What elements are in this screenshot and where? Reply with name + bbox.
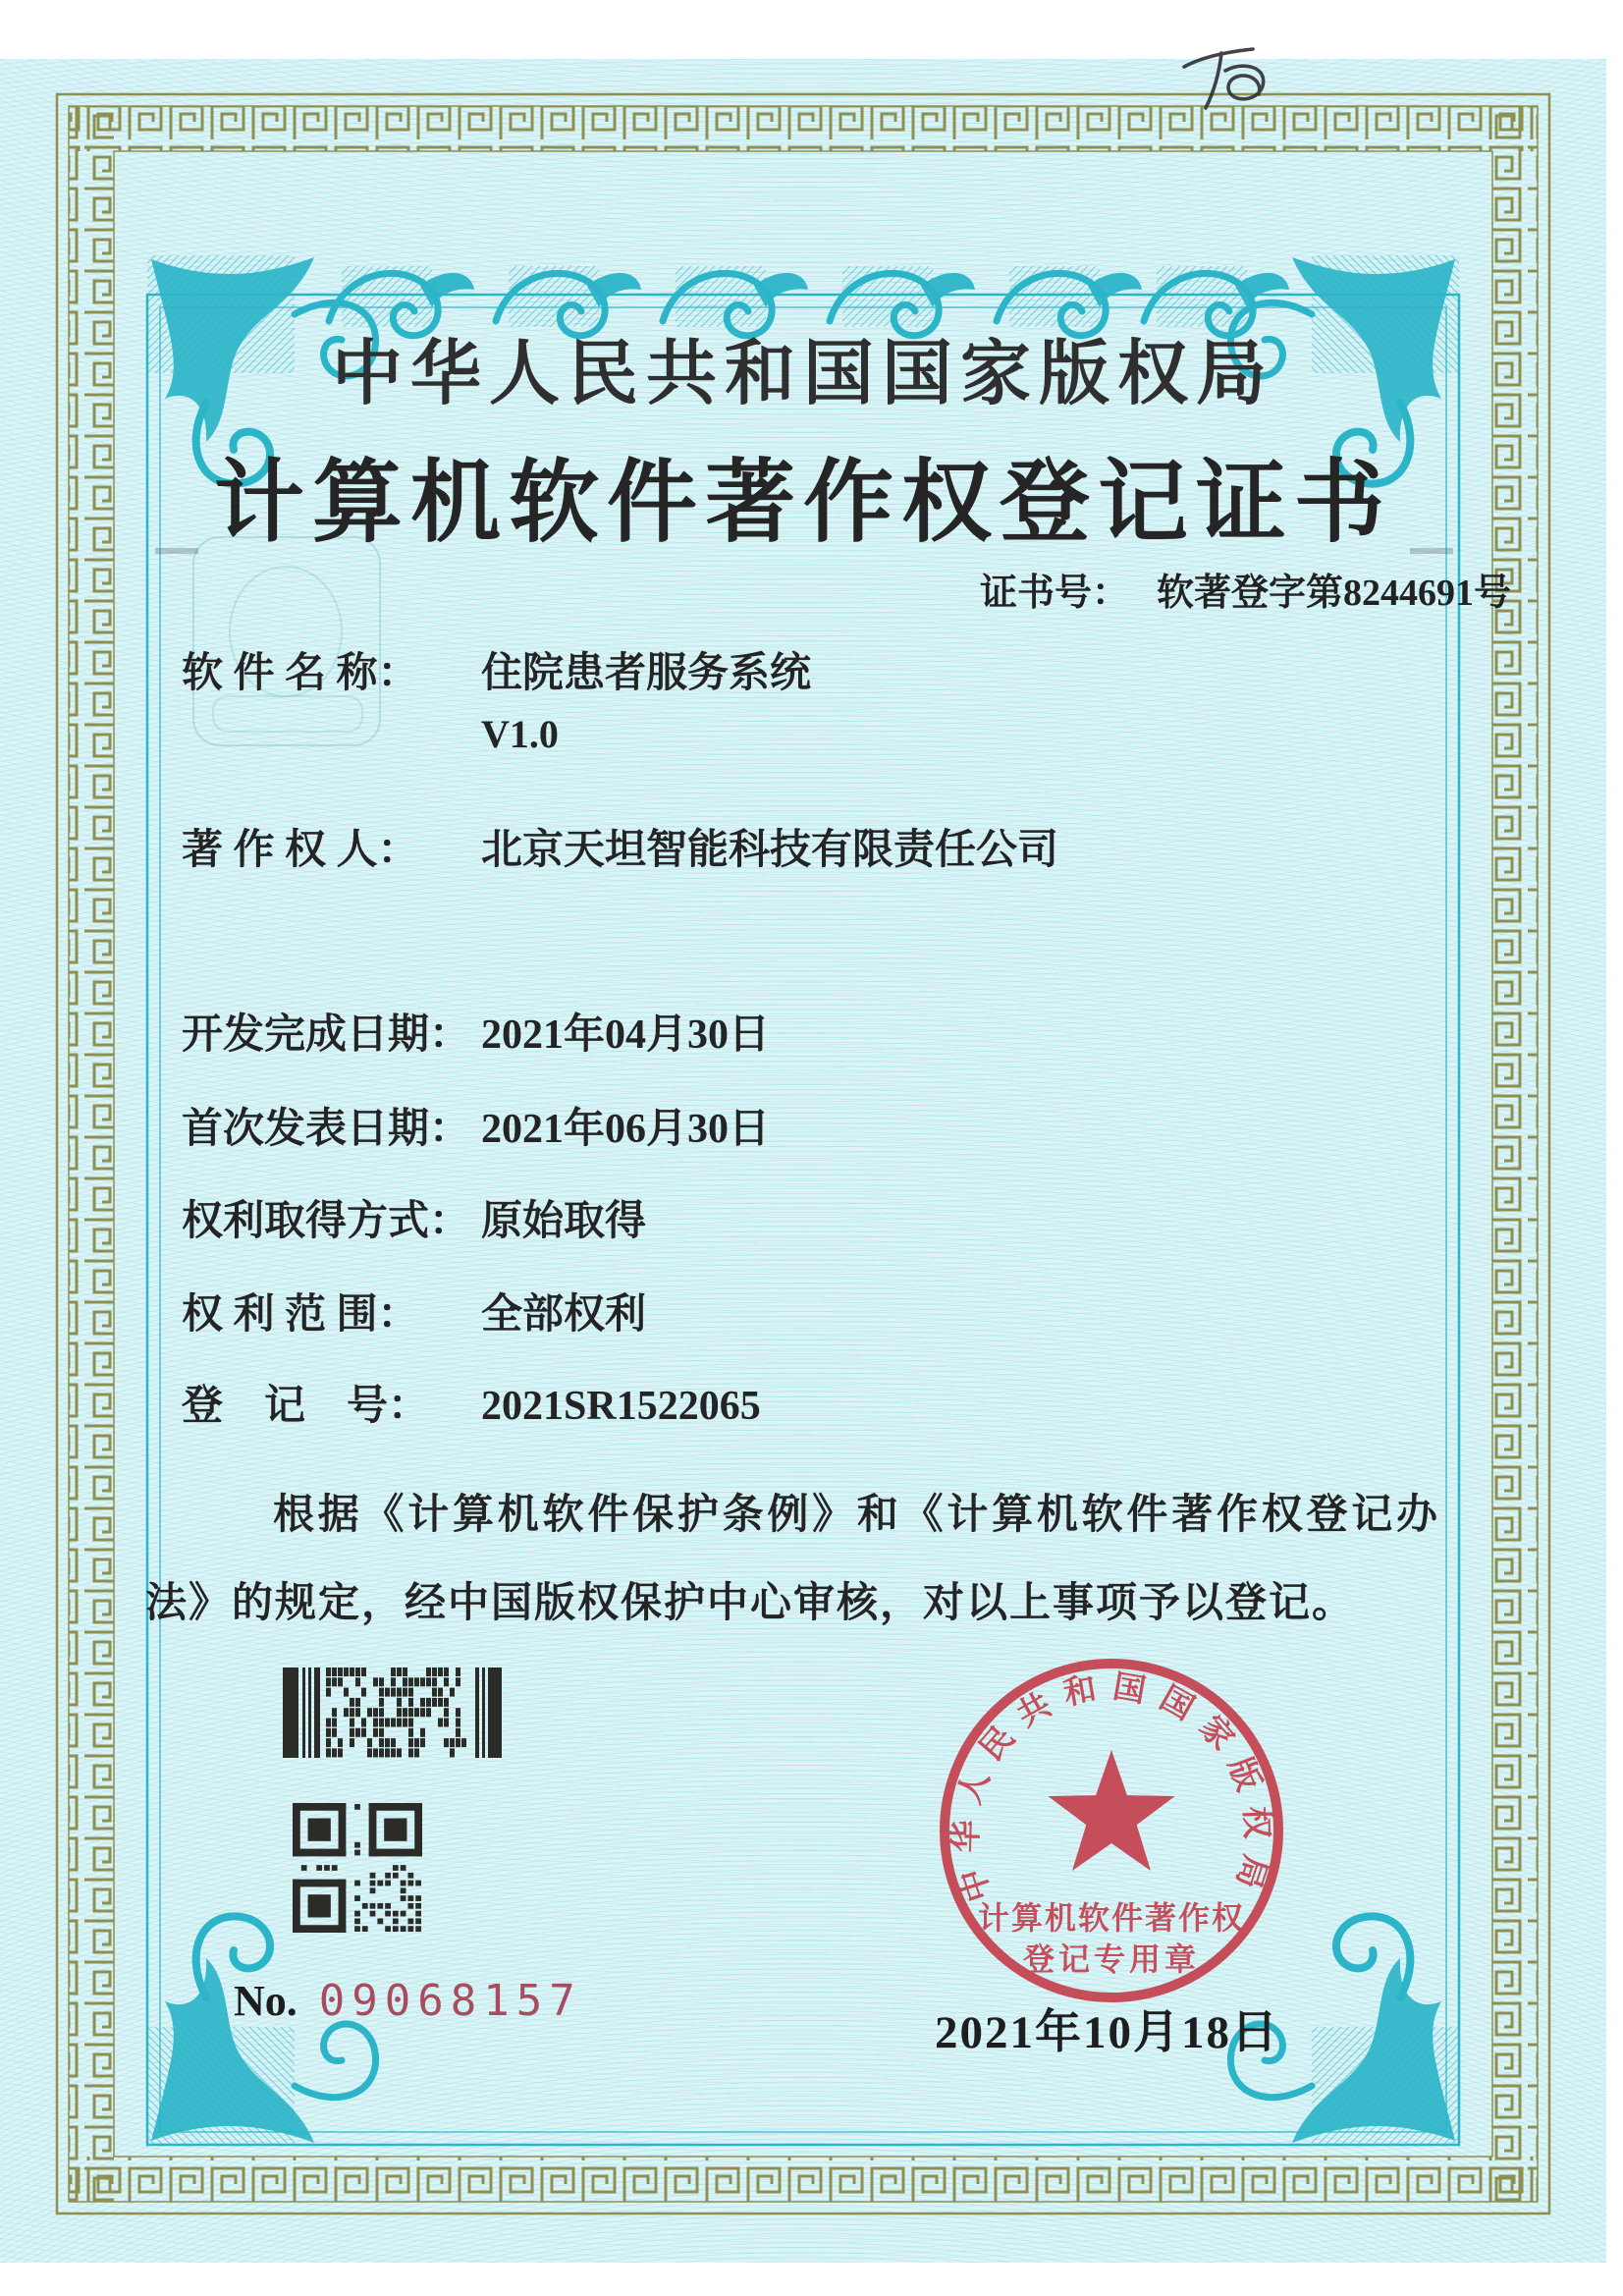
authority-title: 中华人民共和国国家版权局 <box>331 335 1274 413</box>
field-value: 2021年06月30日 <box>481 1107 771 1152</box>
field-row-first-publish-date <box>182 1096 770 1155</box>
certificate-title: 计算机软件著作权登记证书 <box>213 453 1392 553</box>
serial-number: 09068157 <box>318 1976 582 2026</box>
seal-line1: 计算机软件著作权 <box>977 1900 1246 1936</box>
issue-date: 2021年10月18日 <box>935 2007 1279 2058</box>
field-value: 原始取得 <box>481 1199 647 1244</box>
field-row-software-name <box>182 640 811 757</box>
cert-number-value: 软著登字第8244691号 <box>1157 573 1512 614</box>
cert-number-label: 证书号： <box>980 573 1130 614</box>
field-value: 住院患者服务系统 <box>481 651 812 696</box>
field-row-copyright-owner <box>182 817 1058 876</box>
field-row-rights-scope <box>182 1282 646 1340</box>
qr-code <box>293 1803 422 1933</box>
field-label: 首次发表日期： <box>182 1107 471 1152</box>
field-label: 登 记 号： <box>182 1384 430 1429</box>
field-value: 2021年04月30日 <box>481 1012 771 1058</box>
serial-prefix: No. <box>234 1977 298 2025</box>
serial-row <box>234 1976 582 2026</box>
field-row-rights-acquisition <box>182 1188 646 1247</box>
seal-ring-text: 中华人民共和国国家版权局 <box>948 1669 1274 1906</box>
cert-number-row <box>980 562 1511 616</box>
seal-star <box>1048 1750 1174 1871</box>
field-value: 2021SR1522065 <box>481 1384 761 1429</box>
statement-paragraph: 根据《计算机软件保护条例》和《计算机软件著作权登记办法》的规定，经中国版权保护中心审核，对以上事项予以登记。 <box>145 1493 1439 1626</box>
seal-line2: 登记专用章 <box>1022 1941 1201 1977</box>
field-row-registration-number <box>182 1373 761 1432</box>
title-dash-right <box>1410 548 1453 554</box>
field-row-dev-complete-date <box>182 1002 770 1061</box>
handwritten-mark <box>1176 37 1294 126</box>
field-value: 全部权利 <box>481 1292 647 1338</box>
barcode <box>283 1667 505 1758</box>
title-dash-left <box>155 548 198 554</box>
software-version: V1.0 <box>481 712 559 756</box>
field-value: 北京天坦智能科技有限责任公司 <box>481 828 1059 873</box>
corner-flourish-bottom-left <box>147 1916 376 2145</box>
field-label: 软 件 名 称： <box>182 651 419 696</box>
field-label: 开发完成日期： <box>182 1012 471 1058</box>
certificate-paper <box>0 59 1606 2263</box>
official-seal <box>915 1634 1308 2027</box>
field-label: 权利取得方式： <box>182 1199 471 1244</box>
field-label: 著 作 权 人： <box>182 828 419 873</box>
field-label: 权 利 范 围： <box>182 1292 419 1338</box>
